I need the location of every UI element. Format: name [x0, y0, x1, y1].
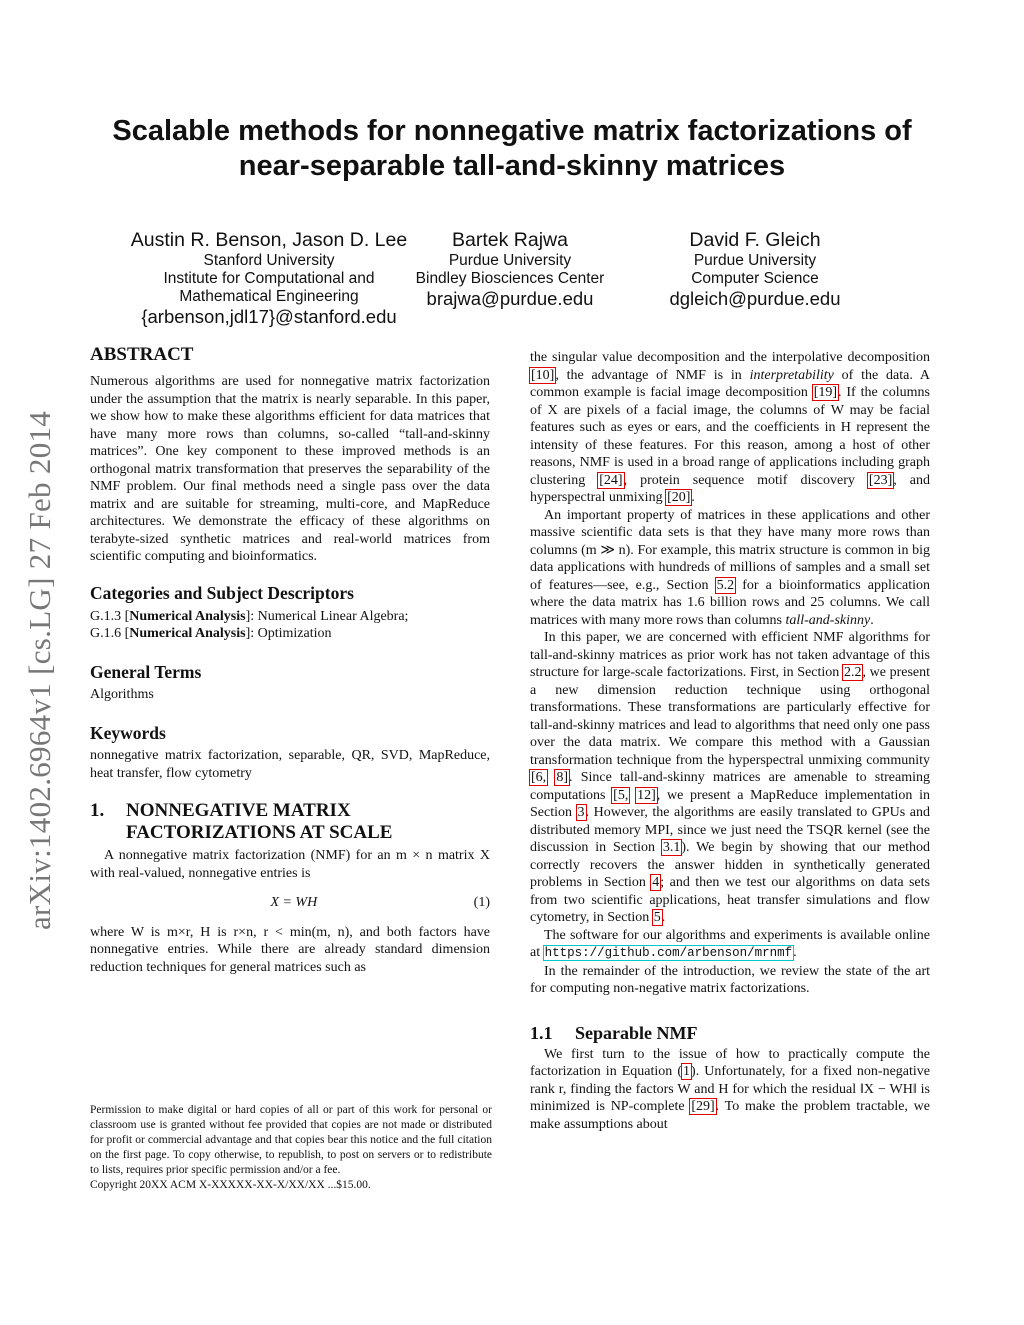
category-rest: ]: Numerical Linear Algebra;	[245, 608, 409, 624]
section-title: NONNEGATIVE MATRIX FACTORIZATIONS AT SCALE	[126, 800, 393, 843]
title-line-1: Scalable methods for nonnegative matrix factorizations of	[112, 115, 912, 147]
section-1-paragraph-2: where W is m×r, H is r×n, r < min(m, n), and both factors have nonnegative entries. While there are already standard dimension reduction techniques for general matrices such as	[90, 924, 490, 975]
keywords-heading: Keywords	[90, 723, 166, 743]
right-paragraph-2: An important property of matrices in these applications and other massive scientific data sets is that they have many more rows than columns (m ≫ n). For example, this matrix structure is common in big data applications with hundreds of millions of samples and a small set of features—see, e.g., Section 5.2 for a bioinformatics application where the data matrix has 1.6 billion rows and 25 columns. We call matrices with many more rows than columns tall-and-skinny.	[530, 507, 930, 628]
category-code: G.1.6 [	[90, 626, 130, 641]
author-affiliation: Mathematical Engineering	[179, 288, 359, 305]
citation-link[interactable]: [6,	[531, 770, 547, 785]
author-email: {arbenson,jdl17}@stanford.edu	[141, 306, 397, 327]
right-paragraph-5: In the remainder of the introduction, we review the state of the art for computing non-negative matrix factorizations.	[530, 963, 930, 996]
permission-notice	[90, 1103, 492, 1193]
section-link[interactable]: 5.2	[716, 577, 735, 593]
general-terms-heading: General Terms	[90, 661, 202, 682]
author-affiliation: Bindley Biosciences Center	[415, 270, 605, 287]
title-line-2: near-separable tall-and-skinny matrices	[238, 150, 786, 182]
citation-link[interactable]: [24]	[599, 472, 623, 488]
right-paragraph-6: We first turn to the issue of how to practically compute the factorization in Equation (1). Unfortunately, for a fixed non-negative rank r, finding the factors W and H for which the residual ‖X − WH‖ is minimized is NP-complete [29]. To make the problem tractable, we make assumptions about	[530, 1046, 931, 1132]
citation-link[interactable]: 12]	[637, 787, 656, 803]
section-link[interactable]: 3.1	[662, 840, 681, 855]
equation-number: (1)	[473, 895, 490, 910]
author-name: David F. Gleich	[689, 229, 821, 251]
author-affiliation: Purdue University	[448, 252, 572, 269]
section-link[interactable]: 4	[652, 875, 660, 890]
categories-heading: Categories and Subject Descriptors	[90, 582, 354, 603]
author-block-benson-lee	[110, 228, 428, 328]
citation-link[interactable]: [29]	[691, 1099, 715, 1114]
section-link[interactable]: 2.2	[843, 665, 862, 680]
author-affiliation: Stanford University	[203, 252, 335, 269]
subsection-number: 1.1	[530, 1022, 553, 1043]
keywords-text: nonnegative matrix factorization, separable, QR, SVD, MapReduce, heat transfer, flow cytometry	[90, 748, 490, 781]
section-1-paragraph-1: A nonnegative matrix factorization (NMF) for an m × n matrix X with real-valued, nonnegative entries is	[90, 848, 490, 881]
right-paragraph-3: In this paper, we are concerned with efficient NMF algorithms for tall-and-skinny matrices as prior work has not taken advantage of this structure for large-scale factorizations. First, in Section 2.2, we present a new dimension reduction technique using orthogonal transformations. These transformations are particularly effective for tall-and-skinny matrices and lead to algorithms that need only one pass over the data matrix. We compare this method with a Gaussian transformation technique from the hyperspectral unmixing community [6, 8]. Since tall-and-skinny matrices are amenable to streaming computations [5, 12], we present a MapReduce implementation in Section 3. However, the algorithms are easily translated to GPUs and distributed memory MPI, since we just need the TSQR kernel (see the discussion in Section 3.1). We begin by showing that our method correctly recovers the answer hidden in synthetically generated problems in Section 4; and then we test our algorithms on data sets from two scientific applications, heat transfer simulations and flow cytometry, in Section 5.	[530, 630, 931, 925]
copyright-line: Copyright 20XX ACM X-XXXXX-XX-X/XX/XX ...$15.00.	[90, 1179, 371, 1191]
author-block-rajwa	[400, 228, 620, 310]
right-column	[530, 349, 930, 1133]
category-code: G.1.3 [	[90, 608, 130, 624]
categories-line-1	[90, 608, 490, 626]
category-bold: Numerical Analysis	[129, 626, 246, 641]
author-email: dgleich@purdue.edu	[669, 288, 841, 309]
author-affiliation: Purdue University	[693, 252, 817, 269]
categories-line-2	[90, 625, 490, 643]
author-affiliation: Computer Science	[691, 270, 819, 287]
citation-link[interactable]: 8]	[556, 770, 569, 785]
citation-link[interactable]: [19]	[813, 385, 838, 400]
section-number: 1.	[90, 800, 105, 821]
category-bold: Numerical Analysis	[129, 608, 246, 624]
abstract-text: Numerous algorithms are used for nonnegative matrix factorization under the assumption that the matrix is nearly separable. In this paper, we show how to make these algorithms efficient for data matrices that have many more rows than columns, so-called “tall-and-skinny matrices”. One key component to these improved methods is an orthogonal matrix transformation that preserves the separability of the NMF problem. Our final methods need a single pass over the data matrix and are suitable for streaming, multi-core, and MapReduce architectures. We demonstrate the efficacy of these algorithms on terabyte-sized synthetic matrices and real-world matrices from scientific computing and bioinformatics.	[90, 374, 490, 564]
citation-link[interactable]: [10]	[531, 367, 555, 383]
author-affiliation: Institute for Computational and	[163, 270, 375, 287]
citation-link[interactable]: [23]	[868, 472, 893, 488]
citation-link[interactable]: [20]	[667, 490, 691, 505]
equation-body: X = WH	[270, 895, 318, 910]
subsection-title: Separable NMF	[575, 1022, 698, 1043]
right-paragraph-1: the singular value decomposition and the interpolative decomposition [10], the advantage of NMF is in interpretability of the data. A common example is facial image decomposition [19]. If the columns of X are pixels of a facial image, the columns of W may be facial features such as eyes or ears, and the coefficients in H represent the intensity of these features. For this reason, among a host of other reasons, NMF is used in a broad range of applications including graph clustering [24], protein sequence motif discovery [23], and hyperspectral unmixing [20].	[530, 350, 931, 505]
section-link[interactable]: 5	[653, 910, 661, 925]
author-name: Austin R. Benson, Jason D. Lee	[130, 229, 408, 251]
left-column	[90, 344, 490, 976]
right-paragraph-4: The software for our algorithms and experiments is available online at https://github.com/arbenson/mrnmf.	[530, 927, 930, 960]
arxiv-identifier-stamp: arXiv:1402.6964v1 [cs.LG] 27 Feb 2014	[22, 410, 57, 930]
general-terms-text: Algorithms	[90, 686, 154, 702]
abstract-heading: ABSTRACT	[90, 344, 194, 365]
author-email: brajwa@purdue.edu	[426, 288, 594, 309]
permission-text: Permission to make digital or hard copies of all or part of this work for personal or classroom use is granted without fee provided that copies are not made or distributed for profit or commercial advantage and that copies bear this notice and the full citation on the first page. To copy otherwise, to republish, to post on servers or to redistribute to lists, requires prior specific permission and/or a fee.	[90, 1104, 492, 1176]
section-link[interactable]: 3	[577, 805, 585, 820]
category-rest: ]: Optimization	[245, 626, 332, 641]
section-1-heading	[90, 800, 490, 844]
equation-1	[90, 894, 490, 912]
equation-link[interactable]: 1	[683, 1064, 691, 1079]
author-block-gleich	[650, 228, 860, 310]
paper-title	[60, 114, 964, 184]
subsection-1-1-heading	[530, 1022, 930, 1044]
author-name: Bartek Rajwa	[452, 229, 568, 251]
github-url-link[interactable]: https://github.com/arbenson/mrnmf	[544, 946, 793, 960]
citation-link[interactable]: [5,	[613, 787, 629, 803]
